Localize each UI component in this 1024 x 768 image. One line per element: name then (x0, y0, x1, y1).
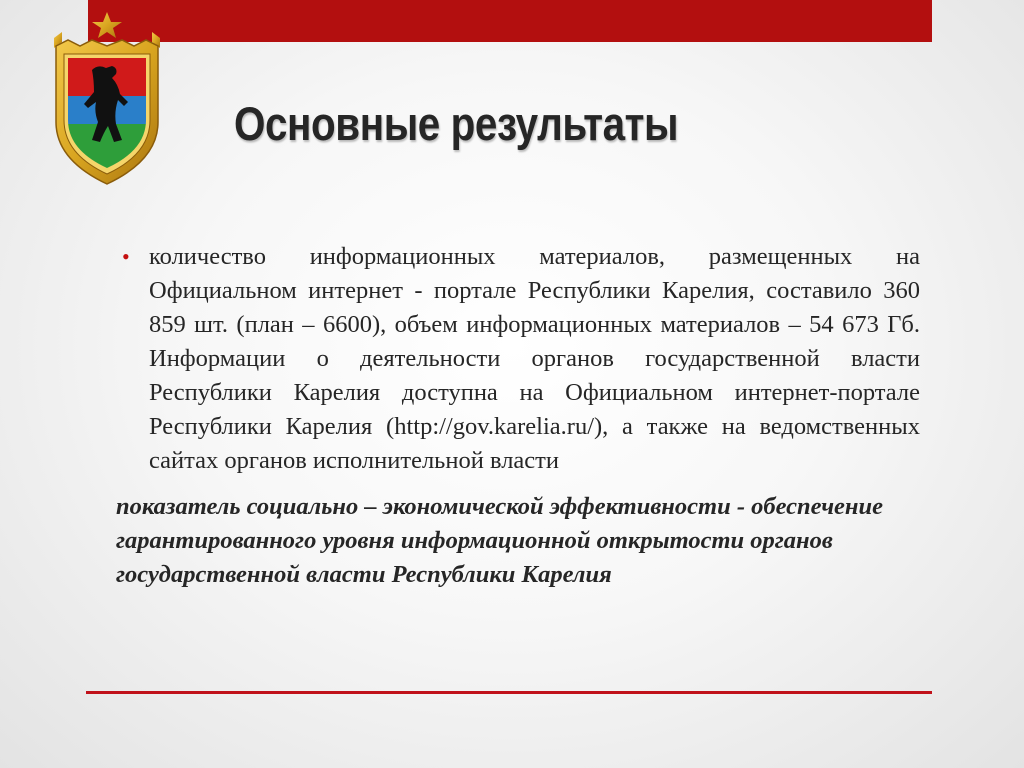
bullet-icon: • (122, 244, 130, 269)
page-title: Основные результаты (234, 97, 679, 150)
top-accent-bar (88, 0, 932, 42)
bottom-divider (86, 691, 932, 694)
bullet-text: количество информационных материалов, размещенных на Официальном интернет - портале Республики Карелия, составило 360 859 шт. (план – 6600), объем информационных материалов – 54 673 Гб. Информации о деятельности органов государственной власти Республики Карелия доступна на Официальном интернет-портале Республики Карелия (http://gov.karelia.ru/), а также на ведомственных сайтах органов исполнительной власти (149, 243, 920, 474)
coat-of-arms-icon (48, 8, 166, 188)
content-body (116, 240, 920, 592)
bullet-item (116, 240, 920, 478)
summary-text: показатель социально – экономической эффективности - обеспечение гарантированного уровня информационной открытости органов государственной власти Республики Карелия (116, 493, 884, 588)
